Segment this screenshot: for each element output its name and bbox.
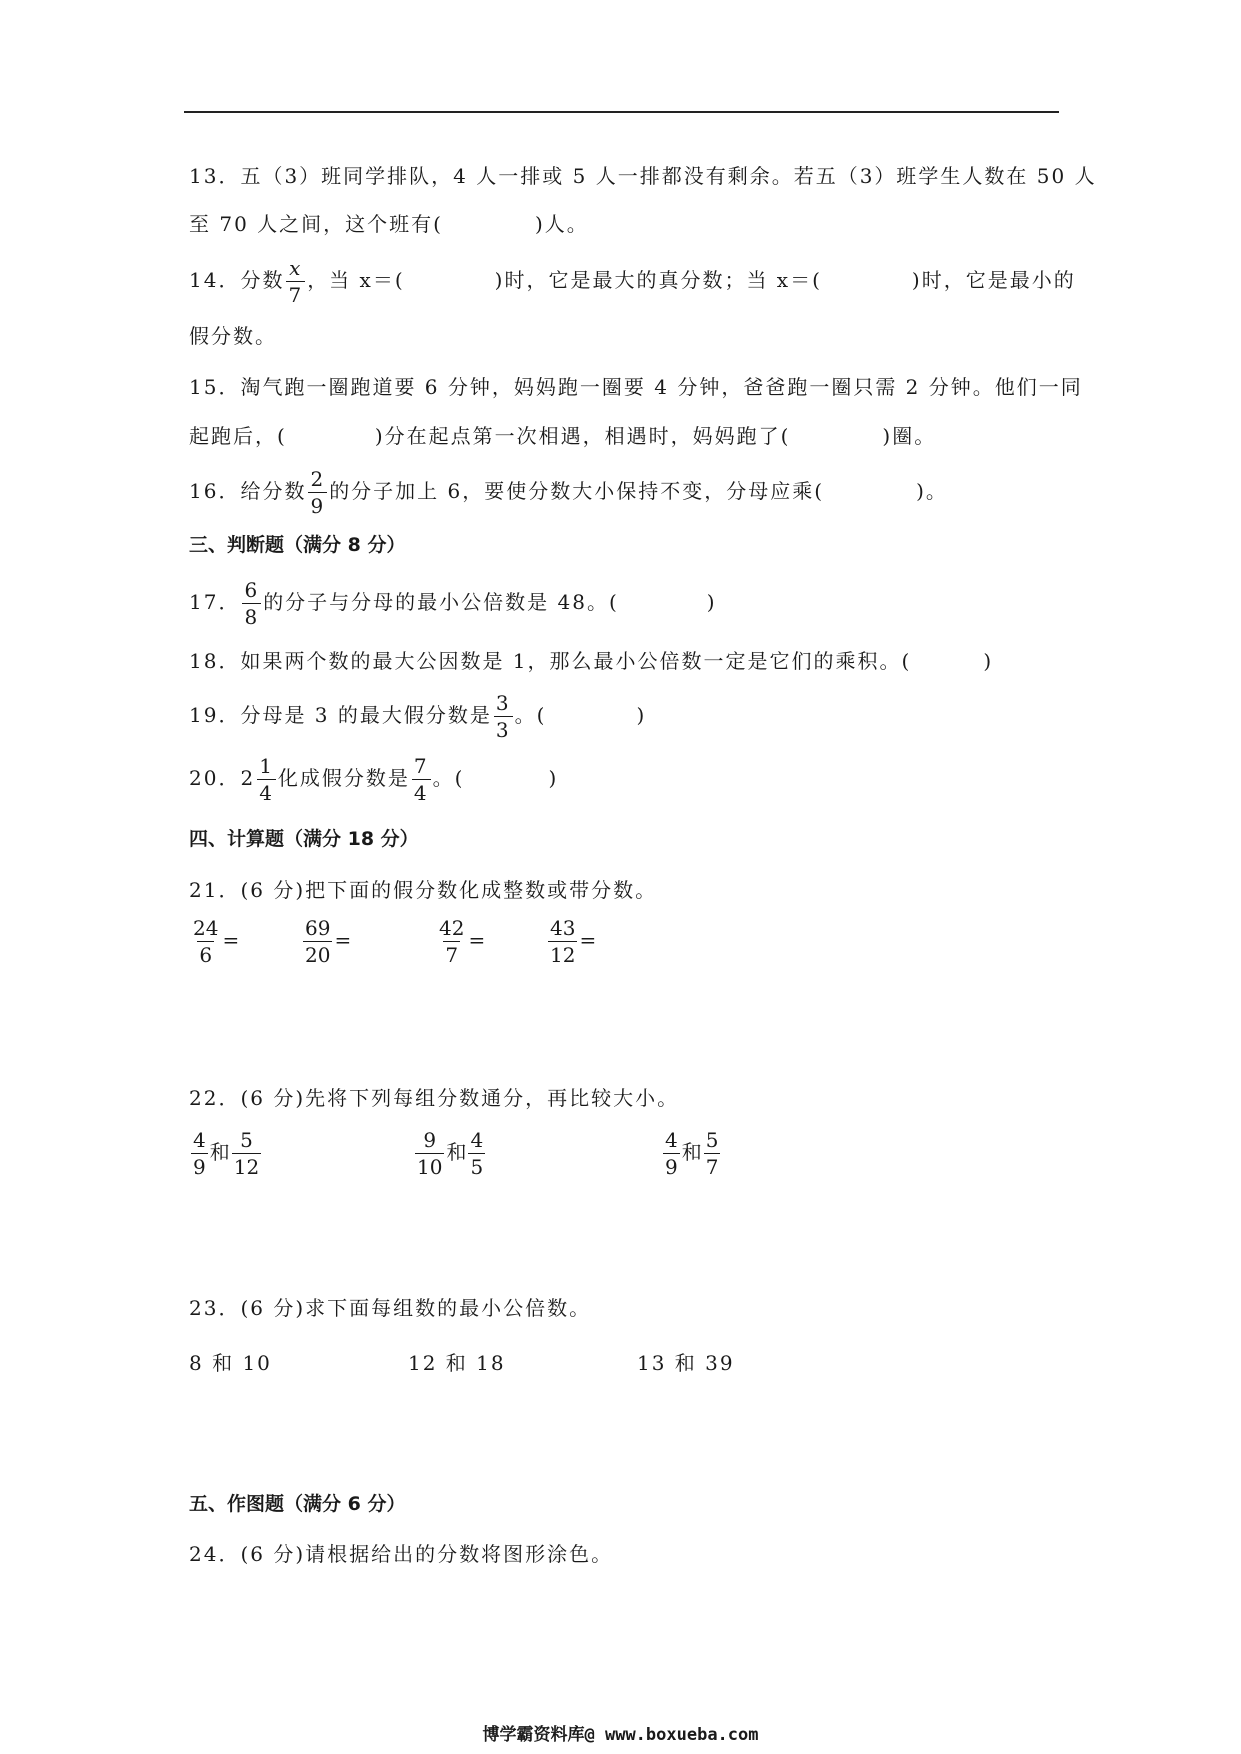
q22-g2-a-num: 9 (423, 1128, 437, 1152)
q20-frac1-num: 1 (259, 754, 274, 778)
q21-item-3-num: 42 (439, 916, 465, 940)
q17-prefix: 17． (189, 590, 241, 614)
q18-text: 18．如果两个数的最大公因数是 1，那么最小公倍数一定是它们的乘积。( (189, 649, 912, 673)
q22-g1-frac-b (232, 1130, 261, 1177)
q22-g1-frac-a (191, 1130, 208, 1177)
q16-prefix: 16．给分数 (189, 479, 307, 503)
q18-end: ) (983, 649, 994, 673)
q17-text: 的分子与分母的最小公倍数是 48。( (263, 590, 619, 614)
q21-item-1-den: 6 (199, 943, 213, 967)
q22-g3-b-den: 7 (705, 1155, 719, 1179)
header-rule (184, 111, 1059, 113)
q21-item-4-fraction (548, 918, 577, 965)
q13-line1: 13．五（3）班同学排队，4 人一排或 5 人一排都没有剩余。若五（3）班学生人数在 50 人 (189, 164, 1097, 188)
q21-item-2-num: 69 (305, 916, 331, 940)
q14-mid3: )时，它是最小的 (911, 268, 1076, 292)
q15-line1: 15．淘气跑一圈跑道要 6 分钟，妈妈跑一圈要 4 分钟，爸爸跑一圈只需 2 分钟。他们一同 (189, 375, 1083, 399)
q22-g2-frac-b (468, 1130, 485, 1177)
section-3-heading: 三、判断题（满分 8 分） (189, 534, 406, 556)
q15-line2-b: )分在起点第一次相遇，相遇时，妈妈跑了( (374, 424, 791, 448)
q22-g3-b-num: 5 (705, 1128, 719, 1152)
q22-g3-a-den: 9 (665, 1155, 678, 1179)
q21-item-1 (189, 918, 239, 965)
q13-line2-b: )人。 (534, 212, 589, 236)
q14-frac-den: 7 (288, 283, 304, 307)
q16-end: )。 (916, 479, 948, 503)
q21-item-1-eq: = (222, 928, 240, 952)
q16-line (189, 469, 948, 516)
q23-item-3: 13 和 39 (637, 1351, 735, 1375)
q21-item-3-fraction (437, 918, 466, 965)
q19-end: ) (636, 703, 647, 727)
q21-item-4-num: 43 (550, 916, 576, 940)
q16-text: 的分子加上 6，要使分数大小保持不变，分母应乘( (329, 479, 825, 503)
q15-line2-a: 起跑后，( (189, 424, 287, 448)
q14-line1 (189, 258, 1076, 305)
q21-item-3-eq: = (468, 928, 486, 952)
q21-item-2 (301, 918, 351, 965)
q22-g1-a-den: 9 (193, 1155, 206, 1179)
q22-g3-and: 和 (681, 1140, 702, 1164)
q20-whole: 2 (240, 766, 256, 790)
q22-title: 22．(6 分)先将下列每组分数通分，再比较大小。 (189, 1086, 680, 1110)
q22-group-2 (413, 1130, 487, 1177)
q22-g3-frac-a (663, 1130, 680, 1177)
q15-line2 (189, 426, 936, 446)
q22-g3-a-num: 4 (665, 1128, 678, 1152)
section-4-heading: 四、计算题（满分 18 分） (189, 828, 419, 850)
q19-text: 。( (514, 703, 547, 727)
q22-g2-a-den: 10 (417, 1155, 443, 1179)
q21-item-1-fraction (191, 918, 220, 965)
q17-fraction (242, 580, 261, 627)
q20-frac2-den: 4 (413, 781, 429, 805)
q22-g1-b-den: 12 (233, 1155, 260, 1179)
q19-prefix: 19．分母是 3 的最大假分数是 (189, 703, 492, 727)
q14-prefix: 14．分数 (189, 268, 285, 292)
q20-fraction-1 (257, 756, 276, 803)
q22-group-1 (189, 1130, 263, 1177)
q21-item-2-den: 20 (305, 943, 331, 967)
q17-line (189, 580, 717, 627)
q19-frac-num: 3 (495, 691, 511, 715)
q22-g2-frac-a (415, 1130, 444, 1177)
q19-line (189, 693, 646, 740)
q20-text: 化成假分数是 (277, 766, 410, 790)
q20-text2: 。( (432, 766, 465, 790)
q23-item-1: 8 和 10 (189, 1351, 272, 1375)
q16-frac-num: 2 (310, 467, 326, 491)
q20-frac2-num: 7 (413, 754, 429, 778)
q22-g1-and: 和 (209, 1140, 230, 1164)
q13-line2 (189, 214, 589, 234)
q22-g2-and: 和 (446, 1140, 467, 1164)
q21-item-4 (546, 918, 596, 965)
q24-title: 24．(6 分)请根据给出的分数将图形涂色。 (189, 1542, 614, 1566)
q14-mid1: ，当 x＝( (307, 268, 405, 292)
q22-g1-a-num: 4 (193, 1128, 206, 1152)
q17-end: ) (706, 590, 717, 614)
q17-frac-den: 8 (244, 605, 260, 629)
q16-frac-den: 9 (310, 494, 326, 518)
section-5-heading: 五、作图题（满分 6 分） (189, 1493, 406, 1515)
q21-title: 21．(6 分)把下面的假分数化成整数或带分数。 (189, 878, 658, 902)
q22-group-3 (661, 1130, 722, 1177)
q22-g2-b-num: 4 (470, 1128, 484, 1152)
q21-item-3-den: 7 (445, 943, 459, 967)
q19-frac-den: 3 (495, 718, 511, 742)
q16-fraction (308, 469, 327, 516)
q17-frac-num: 6 (244, 578, 260, 602)
q20-fraction-2 (412, 756, 431, 803)
q21-item-2-eq: = (334, 928, 352, 952)
footer-watermark: 博学霸资料库@ www.boxueba.com (482, 1725, 759, 1745)
q21-item-2-fraction (303, 918, 332, 965)
q20-line (189, 756, 558, 803)
q15-line2-c: )圈。 (882, 424, 937, 448)
q21-item-1-num: 24 (193, 916, 219, 940)
q23-item-2: 12 和 18 (408, 1351, 506, 1375)
q13-line2-a: 至 70 人之间，这个班有( (189, 212, 443, 236)
q14-fraction (286, 258, 305, 305)
q14-mid2: )时，它是最大的真分数；当 x＝( (494, 268, 822, 292)
q21-item-4-den: 12 (550, 943, 576, 967)
q21-item-4-eq: = (579, 928, 597, 952)
q20-prefix: 20． (189, 766, 241, 790)
q14-line2: 假分数。 (189, 324, 277, 348)
q20-end: ) (548, 766, 559, 790)
q22-g1-b-num: 5 (240, 1128, 253, 1152)
q23-title: 23．(6 分)求下面每组数的最小公倍数。 (189, 1296, 592, 1320)
q21-item-3 (435, 918, 485, 965)
q22-g3-frac-b (704, 1130, 721, 1177)
q14-frac-num: x (289, 256, 303, 280)
q20-frac1-den: 4 (259, 781, 274, 805)
q22-g2-b-den: 5 (470, 1155, 484, 1179)
q19-fraction (494, 693, 513, 740)
q18-line (189, 651, 993, 671)
